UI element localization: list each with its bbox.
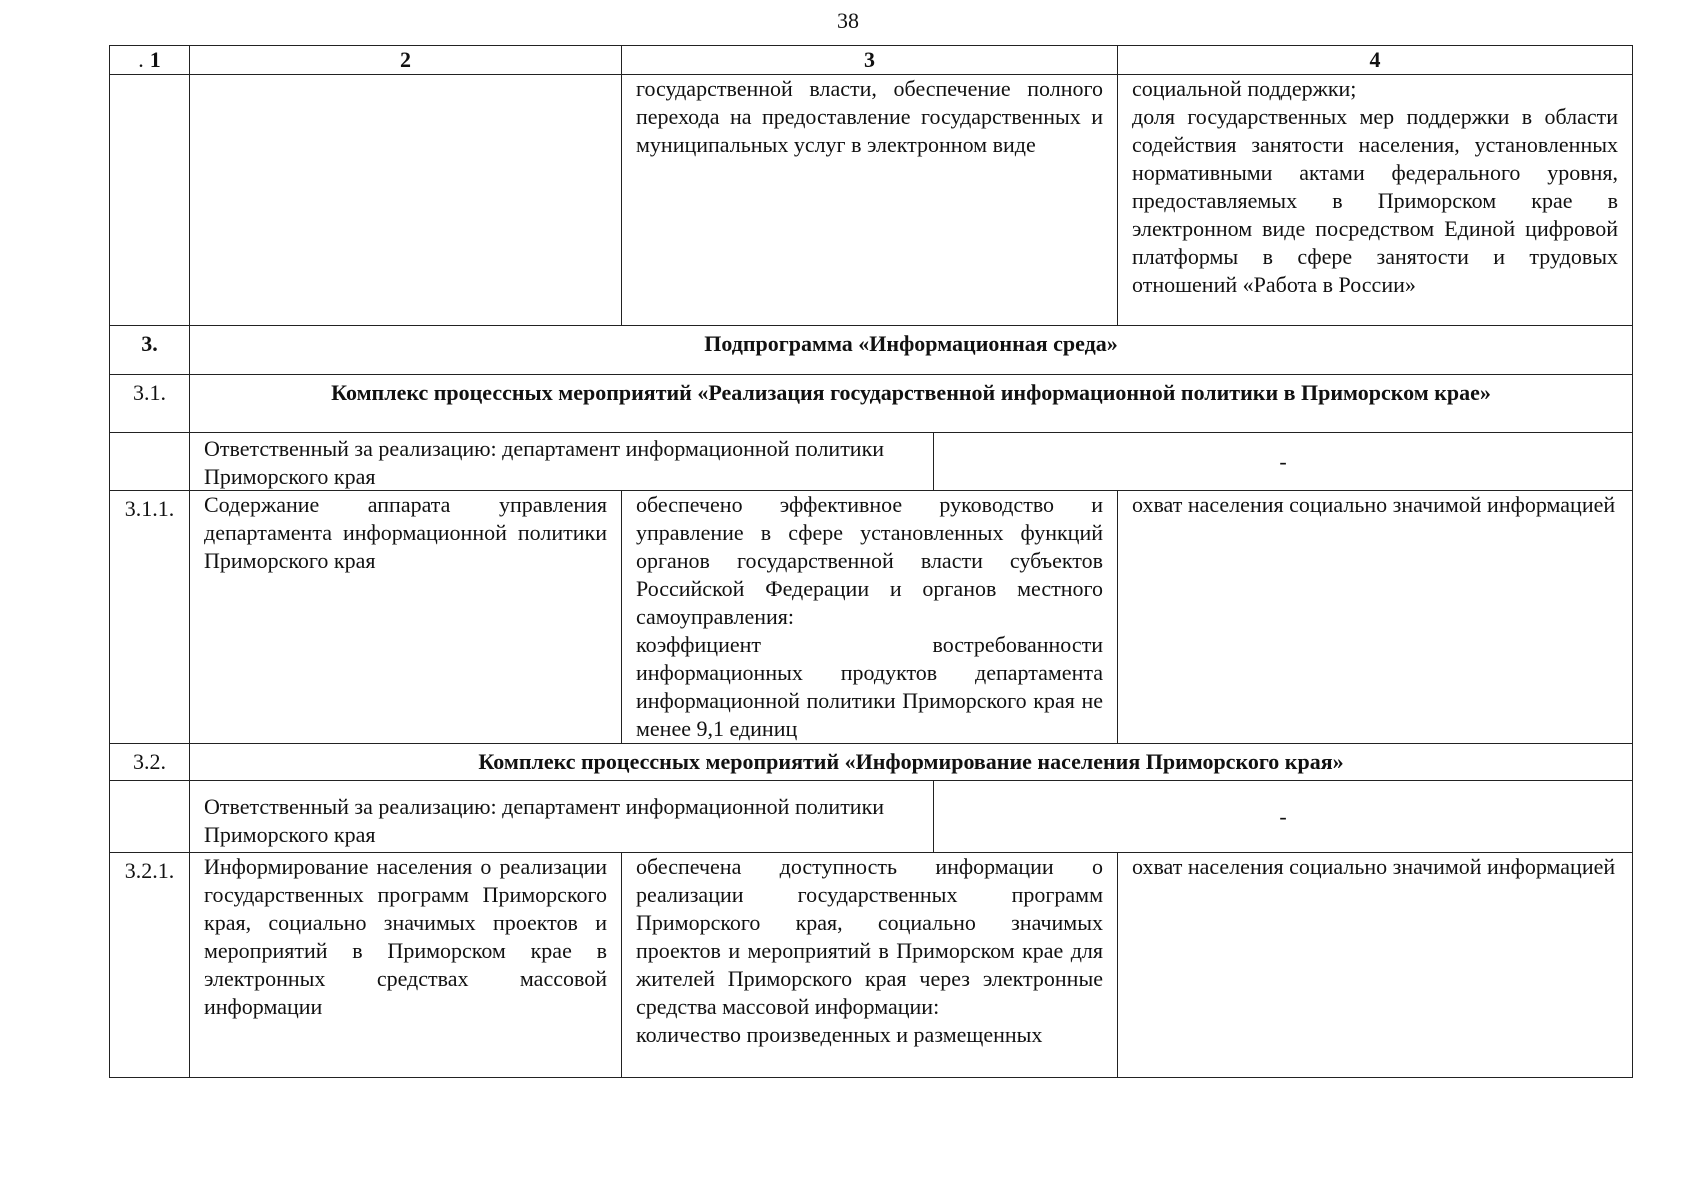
section-3-1-title: Комплекс процессных мероприятий «Реализация государственной информационной политики в Приморском крае» [190,375,1633,433]
continued-row [110,75,1633,326]
section-3-row [110,326,1633,375]
row-3-2-1-col4: охват населения социально значимой информацией [1118,853,1633,1078]
row-3-1-1-num: 3.1.1. [110,491,190,744]
continued-num [110,75,190,326]
row-3-1-1-col3: обеспечено эффективное руководство и управление в сфере установленных функций органов государственной власти субъектов Российской Федерации и органов местного самоуправления: коэффициент востребованности информационных продуктов департамента информационной политики Приморского края не менее 9,1 единиц [622,491,1118,744]
header-mark: . [138,47,144,72]
row-3-1-1-col4: охват населения социально значимой информацией [1118,491,1633,744]
section-3-1-num: 3.1. [110,375,190,433]
section-3-2-responsible-num [110,781,190,853]
row-3-2-1-num: 3.2.1. [110,853,190,1078]
section-3-1-responsible-num [110,433,190,491]
page-number: 38 [837,8,859,33]
section-3-2-dash: - [1279,803,1287,829]
section-3-1-row [110,375,1633,433]
continued-col4: социальной поддержки; доля государственных мер поддержки в области содействия занятости населения, установленных нормативными актами федерального уровня, предоставляемых в Приморском крае в электронном виде посредством Единой цифровой платформы в сфере занятости и трудовых отношений «Работа в России» [1118,75,1633,326]
continued-col3: государственной власти, обеспечение полного перехода на предоставление государственных и муниципальных услуг в электронном виде [622,75,1118,326]
section-3-2-responsible: Ответственный за реализацию: департамент информационной политики Приморского края [190,781,934,852]
section-3-2-row [110,744,1633,781]
section-3-1-responsible: Ответственный за реализацию: департамент информационной политики Приморского края [190,433,934,490]
row-3-1-1-col2: Содержание аппарата управления департамента информационной политики Приморского края [190,491,622,744]
row-3-2-1 [110,853,1633,1078]
header-row [110,46,1633,75]
section-3-1-responsible-row [110,433,1633,491]
header-col-2: 2 [190,46,622,75]
header-col-3: 3 [622,46,1118,75]
header-col-1: . 1 [110,46,190,75]
row-3-2-1-col2: Информирование населения о реализации государственных программ Приморского края, социально значимых проектов и мероприятий в Приморском крае в электронных средствах массовой информации [190,853,622,1078]
row-3-1-1 [110,491,1633,744]
program-table [109,45,1633,1078]
row-3-2-1-col3: обеспечена доступность информации о реализации государственных программ Приморского края, социально значимых проектов и мероприятий в Приморском крае для жителей Приморского края через электронные средства массовой информации: количество произведенных и размещенных [622,853,1118,1078]
section-3-2-responsible-row [110,781,1633,853]
section-3-num: 3. [110,326,190,375]
section-3-title: Подпрограмма «Информационная среда» [190,326,1633,375]
continued-col2 [190,75,622,326]
section-3-2-title: Комплекс процессных мероприятий «Информирование населения Приморского края» [190,744,1633,781]
section-3-1-dash: - [1279,448,1287,474]
header-col-4: 4 [1118,46,1633,75]
section-3-2-num: 3.2. [110,744,190,781]
